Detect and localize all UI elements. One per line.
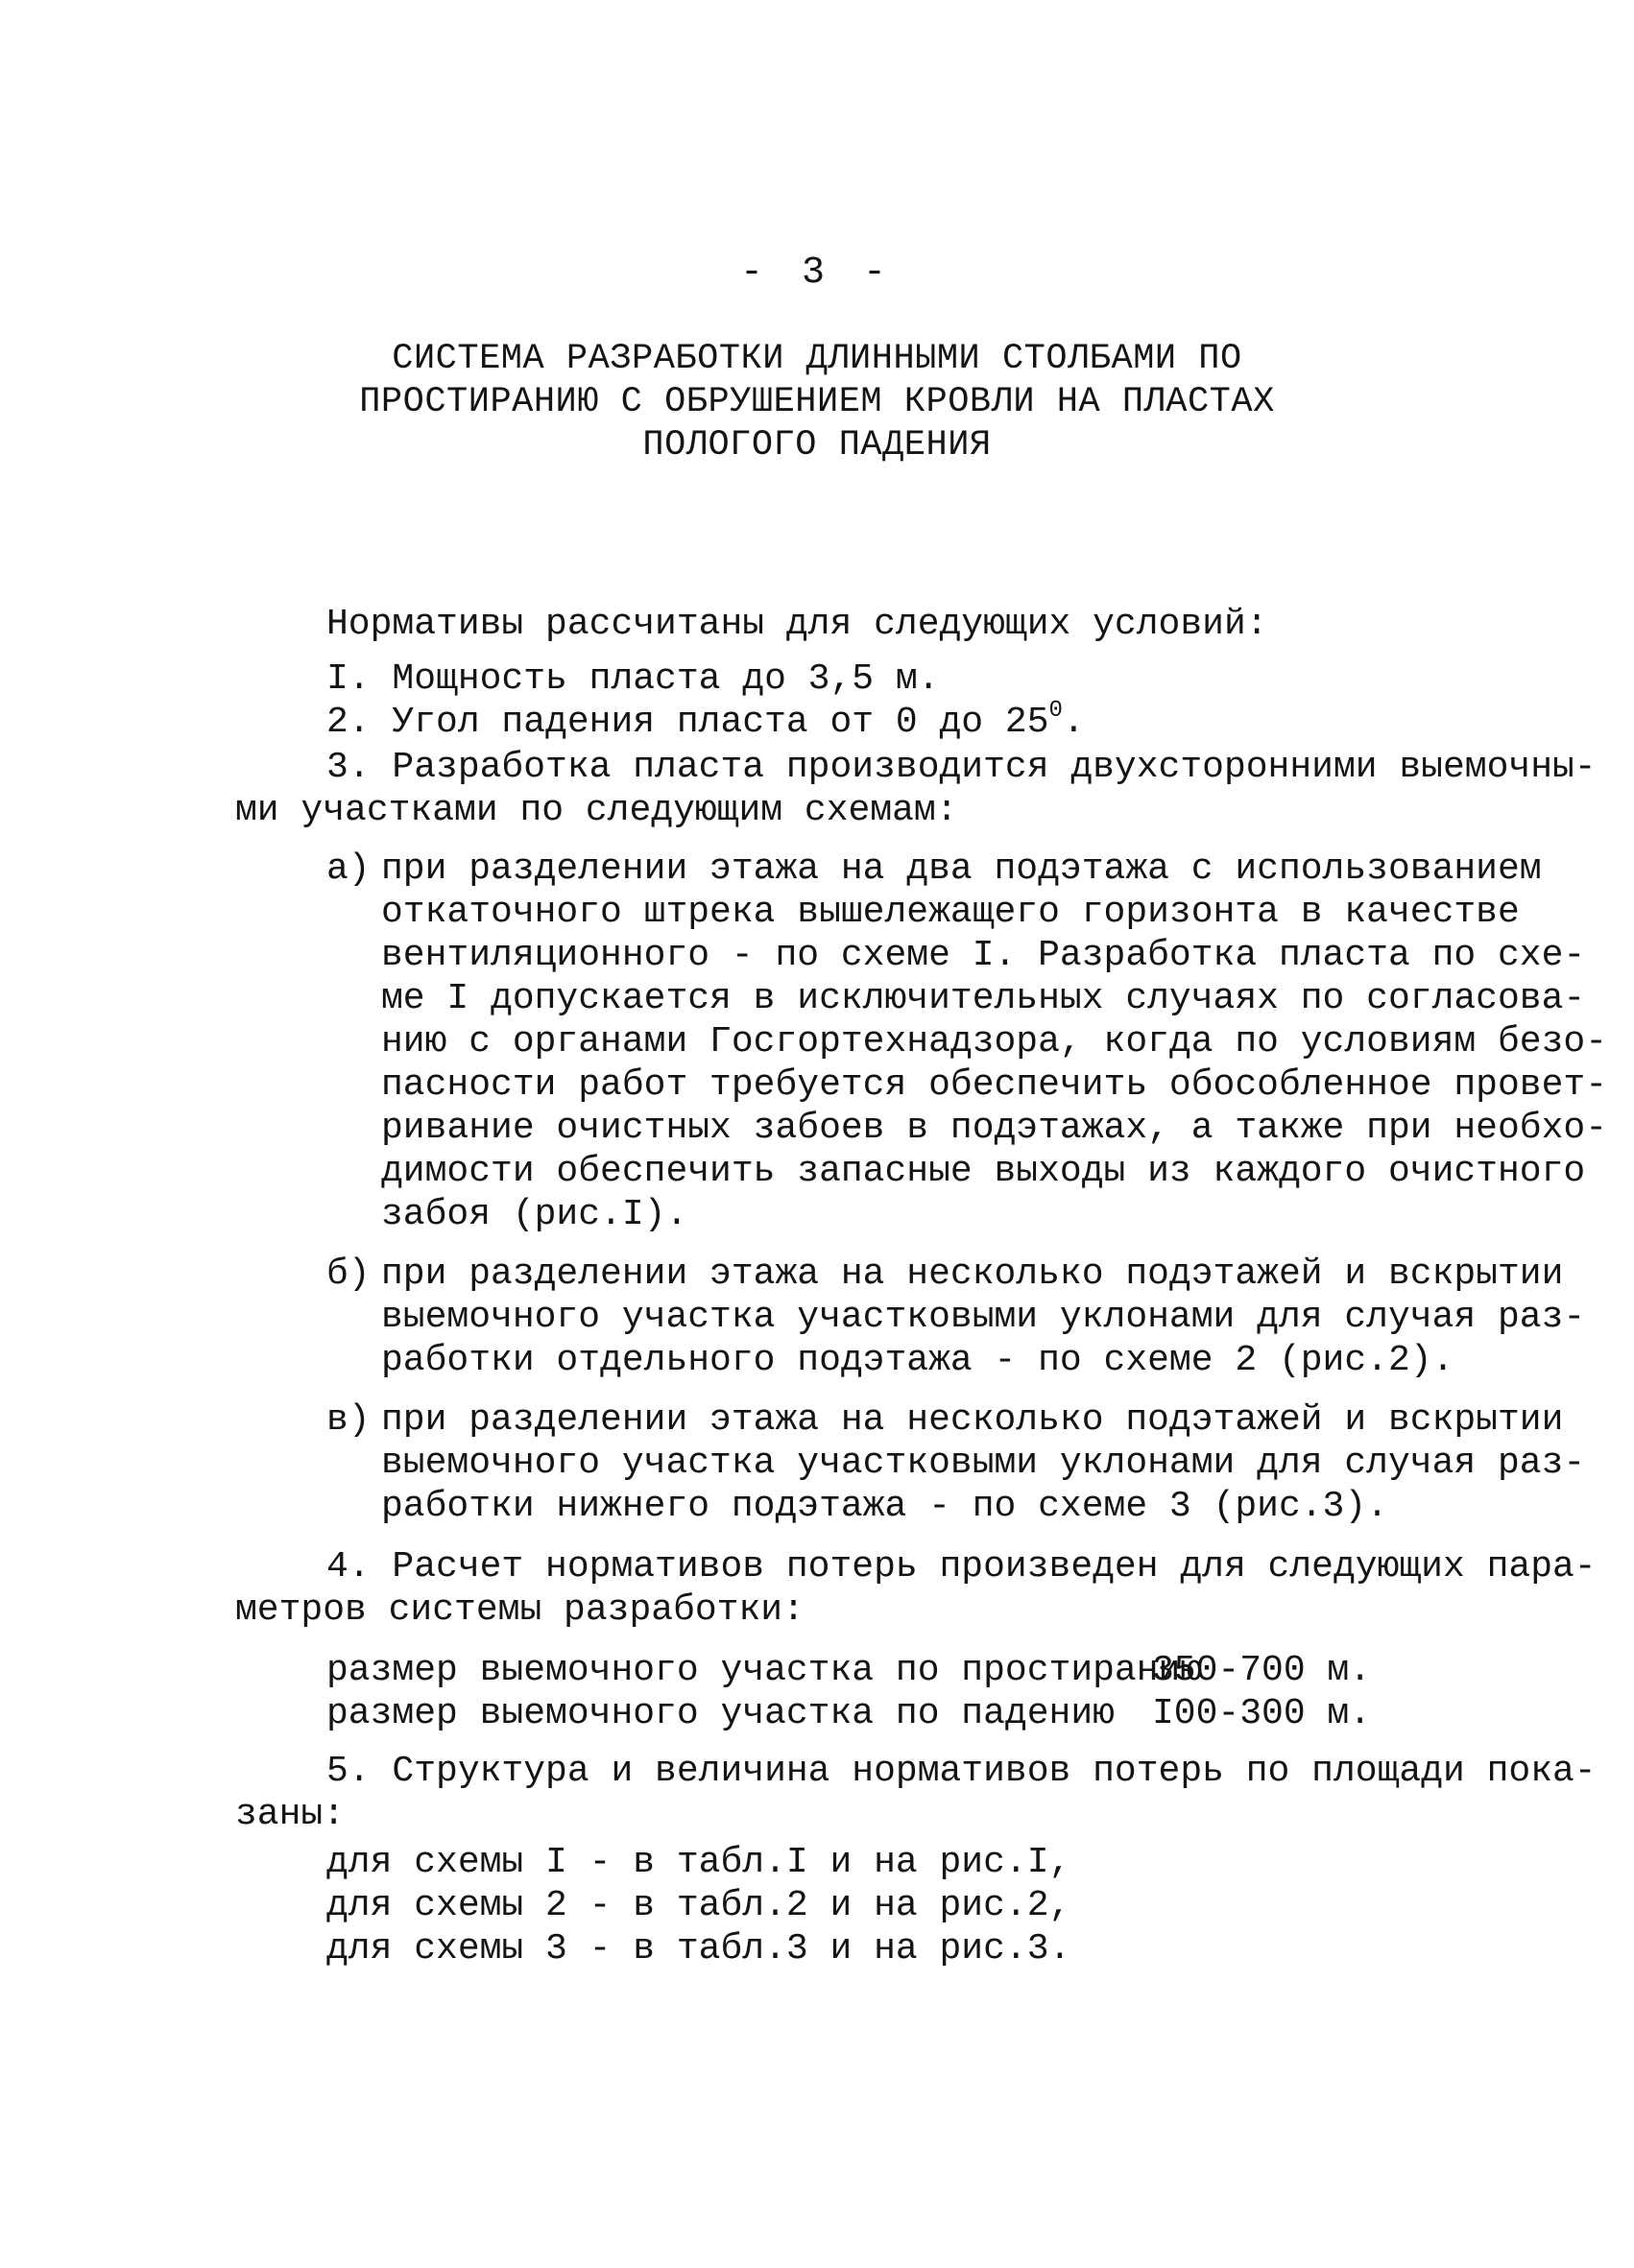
page-number: - 3 - bbox=[739, 251, 895, 295]
sub-b-marker: б) bbox=[326, 1253, 371, 1295]
item-5-line-1: 5. Структура и величина нормативов потерь по площади пока- bbox=[326, 1751, 1597, 1792]
sub-a-line: нию с органами Госгортехнадзора, когда по условиям безо- bbox=[381, 1021, 1608, 1062]
scheme-line: для схемы 2 - в табл.2 и на рис.2, bbox=[326, 1885, 1071, 1926]
item-1: I. Мощность пласта до 3,5 м. bbox=[326, 658, 940, 700]
param-value: 350-700 м. bbox=[1152, 1650, 1372, 1691]
item-4-line-1: 4. Расчет нормативов потерь произведен для следующих пара- bbox=[326, 1546, 1597, 1588]
param-label: размер выемочного участка по простиранию bbox=[326, 1650, 1203, 1691]
sub-a-line: ме I допускается в исключительных случаях по согласова- bbox=[381, 978, 1586, 1019]
title-line-2: ПРОСТИРАНИЮ С ОБРУШЕНИЕМ КРОВЛИ НА ПЛАСТАХ bbox=[359, 382, 1275, 422]
item-3-line-2: ми участками по следующим схемам: bbox=[235, 790, 958, 831]
scheme-line: для схемы 3 - в табл.3 и на рис.3. bbox=[326, 1928, 1071, 1970]
sub-a-line: вентиляционного - по схеме I. Разработка пласта по схе- bbox=[381, 935, 1586, 976]
item-4-line-2: метров системы разработки: bbox=[235, 1589, 805, 1631]
intro-text: Нормативы рассчитаны для следующих условий: bbox=[326, 604, 1268, 645]
sub-c-marker: в) bbox=[326, 1399, 371, 1441]
title-line-1: СИСТЕМА РАЗРАБОТКИ ДЛИННЫМИ СТОЛБАМИ ПО bbox=[392, 339, 1242, 379]
sub-c-line: работки нижнего подэтажа - по схеме 3 (рис.3). bbox=[381, 1486, 1388, 1527]
param-value: I00-300 м. bbox=[1152, 1693, 1372, 1734]
sub-a-line: при разделении этажа на два подэтажа с использованием bbox=[381, 848, 1542, 890]
sub-b-line: при разделении этажа на несколько подэтажей и вскрытии bbox=[381, 1253, 1564, 1295]
scheme-line: для схемы I - в табл.I и на рис.I, bbox=[326, 1842, 1071, 1883]
item-5-line-2: заны: bbox=[235, 1794, 346, 1835]
item-3-line-1: 3. Разработка пласта производится двухсторонними выемочны- bbox=[326, 747, 1597, 788]
sub-a-marker: а) bbox=[326, 848, 371, 890]
sub-b-line: работки отдельного подэтажа - по схеме 2 (рис.2). bbox=[381, 1340, 1454, 1381]
item-2 bbox=[326, 698, 1085, 748]
sub-a-line: димости обеспечить запасные выходы из каждого очистного bbox=[381, 1151, 1586, 1192]
item-2-text: 2. Угол падения пласта от 0 до 25 bbox=[326, 702, 1049, 743]
item-2-degree: 0 bbox=[1048, 698, 1063, 724]
title-line-3: ПОЛОГОГО ПАДЕНИЯ bbox=[642, 425, 992, 466]
sub-c-line: выемочного участка участковыми уклонами для случая раз- bbox=[381, 1443, 1586, 1484]
sub-a-line: забоя (рис.I). bbox=[381, 1194, 688, 1235]
item-2-end: . bbox=[1062, 702, 1085, 743]
sub-a-line: пасности работ требуется обеспечить обособленное провет- bbox=[381, 1064, 1608, 1106]
param-label: размер выемочного участка по падению bbox=[326, 1693, 1115, 1734]
sub-c-line: при разделении этажа на несколько подэтажей и вскрытии bbox=[381, 1399, 1564, 1441]
sub-a-line: ривание очистных забоев в подэтажах, а также при необхо- bbox=[381, 1108, 1608, 1149]
sub-b-line: выемочного участка участковыми уклонами для случая раз- bbox=[381, 1297, 1586, 1338]
sub-a-line: откаточного штрека вышележащего горизонта в качестве bbox=[381, 892, 1520, 933]
